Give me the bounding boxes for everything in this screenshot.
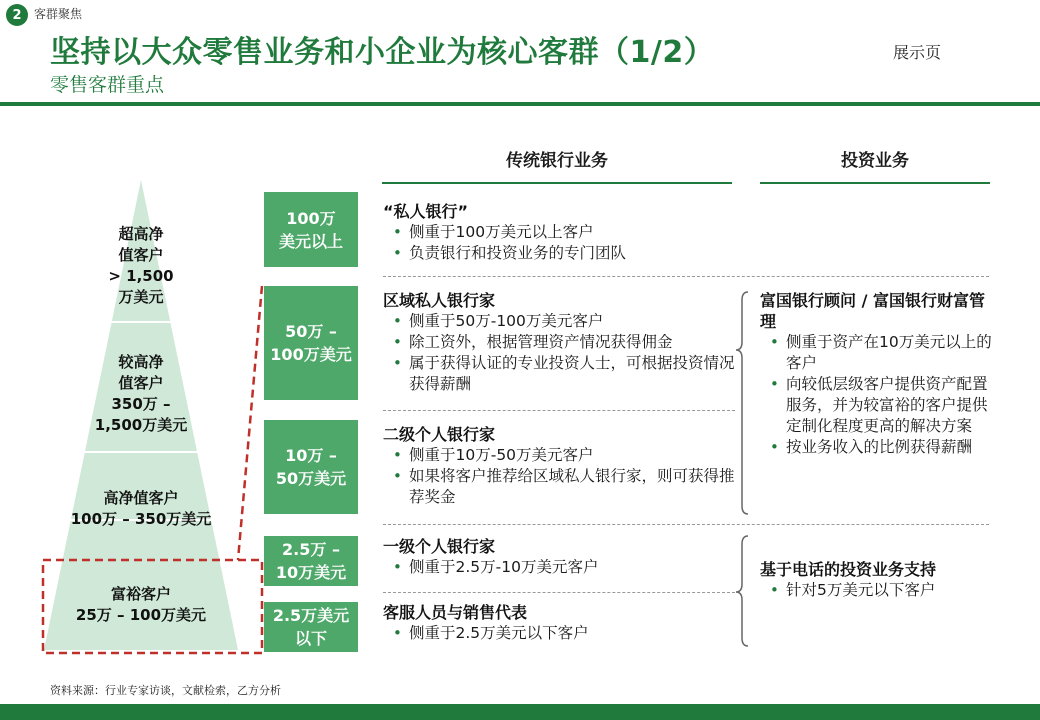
section-title: 基于电话的投资业务支持 (760, 560, 937, 579)
section-title: “私人银行” (383, 202, 469, 221)
pyramid-label-high-net-worth: 高净值客户 100万 – 350万美元 (70, 489, 212, 528)
column-header-traditional-banking: 传统银行业务 (506, 151, 608, 171)
bullet-item: • 除工资外，根据管理资产情况获得佣金 (383, 332, 735, 353)
section-title: 二级个人银行家 (383, 425, 496, 444)
section-private-banking (383, 201, 735, 264)
section-personal-banker-2 (383, 424, 735, 508)
bullet-item: • 侧重于10万-50万美元客户 (383, 445, 735, 466)
row-separator (383, 410, 735, 411)
bullet-item: • 负责银行和投资业务的专门团队 (383, 243, 735, 264)
tier-box-500k-1m: 50万 – 100万美元 (264, 286, 358, 400)
page-title: 坚持以大众零售业务和小企业为核心客群（1/2） (50, 35, 715, 70)
section-personal-banker-1 (383, 536, 735, 578)
section-title: 一级个人银行家 (383, 537, 496, 556)
bullet-item: • 侧重于资产在10万美元以上的客户 (760, 332, 992, 374)
section-label: 客群聚焦 (34, 7, 83, 21)
tier-box-100k-500k: 10万 – 50万美元 (264, 420, 358, 514)
section-regional-private-banker (383, 290, 735, 395)
tier-box-25k-100k: 2.5万 – 10万美元 (264, 536, 358, 586)
bullet-item: • 按业务收入的比例获得薪酬 (760, 437, 992, 458)
display-tag: 展示页 (893, 43, 942, 62)
section-title: 富国银行顾问 / 富国银行财富管理 (760, 291, 985, 331)
section-number-badge: 2 (6, 4, 28, 26)
tier-box-over-1m: 100万 美元以上 (264, 192, 358, 267)
bullet-item: • 针对5万美元以下客户 (760, 580, 992, 601)
highlight-connector (238, 286, 262, 560)
pyramid-label-very-high-net-worth: 较高净 值客户 350万 – 1,500万美元 (94, 353, 188, 434)
brace-wealth (736, 292, 748, 514)
brace-phone (736, 536, 748, 646)
row-separator (383, 524, 989, 525)
section-wealth-advisors (760, 290, 992, 458)
column-header-investment: 投资业务 (841, 151, 909, 171)
pyramid-label-affluent: 富裕客户 25万 – 100万美元 (75, 585, 207, 624)
page-subtitle: 零售客群重点 (50, 74, 165, 96)
footer-bar (0, 704, 1040, 720)
bullet-item: • 侧重于2.5万美元以下客户 (383, 623, 735, 644)
bullet-item: • 侧重于2.5万-10万美元客户 (383, 557, 735, 578)
section-title: 区域私人银行家 (383, 291, 496, 310)
section-title: 客服人员与销售代表 (383, 603, 528, 622)
bullet-item: • 向较低层级客户提供资产配置服务，并为较富裕的客户提供定制化程度更高的解决方案 (760, 374, 992, 437)
bullet-item: • 侧重于100万美元以上客户 (383, 222, 735, 243)
bullet-item: • 属于获得认证的专业投资人士，可根据投资情况获得薪酬 (383, 353, 735, 395)
tier-box-under-25k: 2.5万美元 以下 (264, 602, 358, 652)
pyramid-label-ultra-high-net-worth: 超高净 值客户 > 1,500 万美元 (108, 225, 174, 306)
bullet-item: • 如果将客户推荐给区域私人银行家，则可获得推荐奖金 (383, 466, 735, 508)
row-separator (383, 592, 735, 593)
source-note: 资料来源：行业专家访谈，文献检索，乙方分析 (50, 684, 281, 697)
row-separator (383, 276, 989, 277)
section-service-sales-reps (383, 602, 735, 644)
section-phone-investment-support (760, 559, 992, 601)
bullet-item: • 侧重于50万-100万美元客户 (383, 311, 735, 332)
